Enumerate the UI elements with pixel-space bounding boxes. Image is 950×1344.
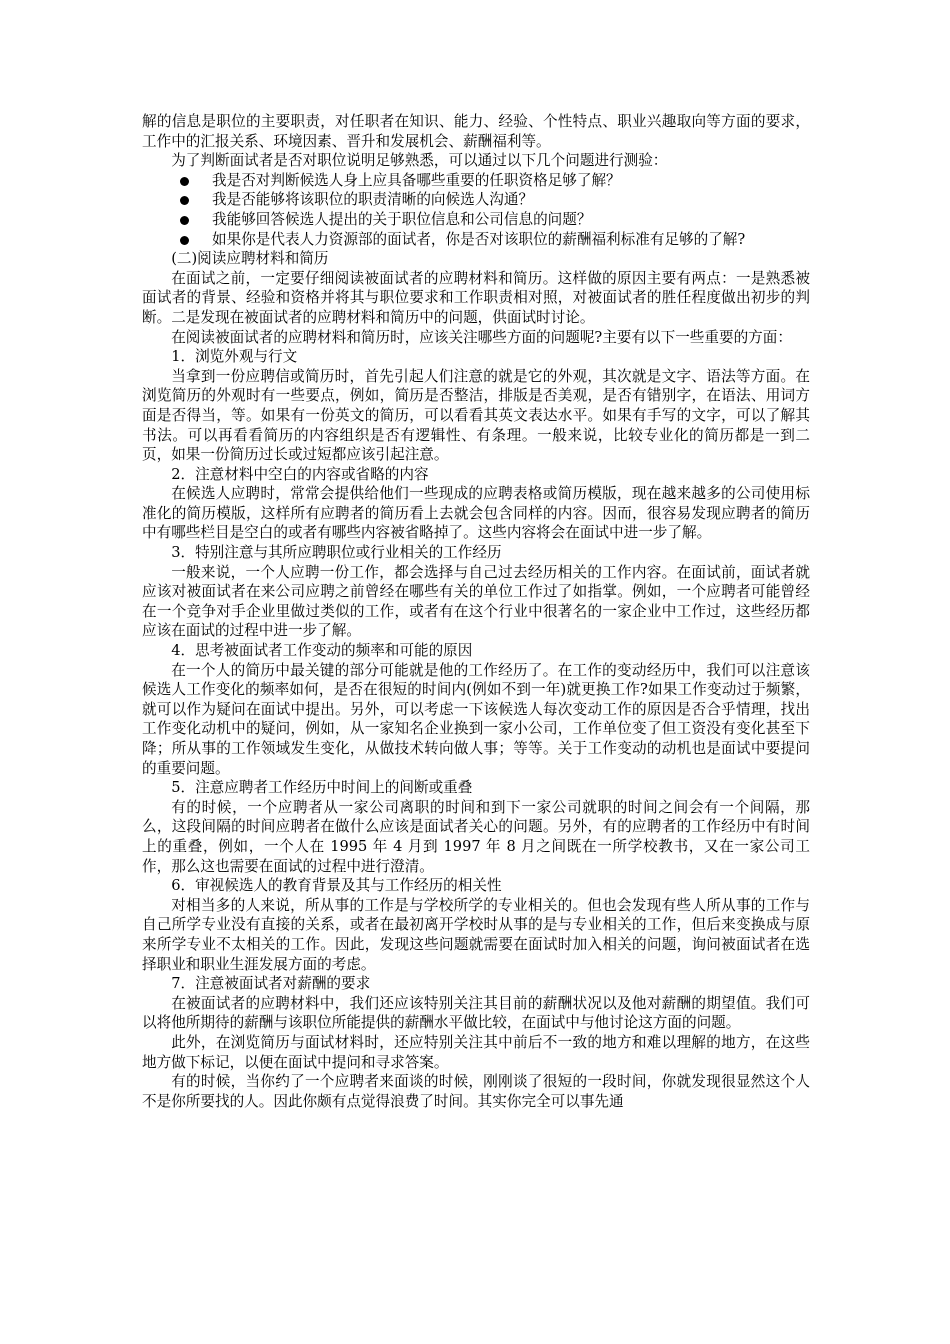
- item-body-6: 对相当多的人来说，所从事的工作是与学校所学的专业相关的。但也会发现有些人所从事的工作与自己所学专业没有直接的关系，或者在最初离开学校时从事的是与专业相关的工作，但后来变换成与原来所学专业不太相关的工作。因此，发现这些问题就需要在面试时加入相关的问题，询问被面试者在选择职业和职业生涯发展方面的考虑。: [142, 896, 810, 973]
- section-paragraph-2: 在阅读被面试者的应聘材料和简历时，应该关注哪些方面的问题呢?主要有以下一些重要的方面：: [171, 328, 792, 346]
- item-heading-7: 7．注意被面试者对薪酬的要求: [171, 975, 371, 993]
- item-heading-3: 3．特别注意与其所应聘职位或行业相关的工作经历: [171, 544, 502, 562]
- item-heading-1: 1．浏览外观与行文: [171, 348, 298, 366]
- bullet-text: 如果你是代表人力资源部的面试者，你是否对该职位的薪酬福利标准有足够的了解?: [212, 230, 746, 248]
- item-body-7: 在被面试者的应聘材料中，我们还应该特别关注其目前的薪酬状况以及他对薪酬的期望值。我们可以将他所期待的薪酬与该职位所能提供的薪酬水平做比较，在面试中与他讨论这方面的问题。: [142, 994, 810, 1032]
- item-heading-2: 2．注意材料中空白的内容或省略的内容: [171, 465, 429, 483]
- item-body-1: 当拿到一份应聘信或简历时，首先引起人们注意的就是它的外观，其次就是文字、语法等方面。在浏览简历的外观时有一些要点，例如，简历是否整洁，排版是否美观，是否有错别字，在语法、用词方面是否得当，等。如果有一份英文的简历，可以看看其英文表达水平。如果有手写的文字，可以了解其书法。可以再看看简历的内容组织是否有逻辑性、有条理。一般来说，比较专业化的简历都是一到二页，如果一份简历过长或过短都应该引起注意。: [142, 367, 810, 464]
- item-body-5: 有的时候，一个应聘者从一家公司离职的时间和到下一家公司就职的时间之间会有一个间隔，那么，这段间隔的时间应聘者在做什么应该是面试者关心的问题。另外，有的应聘者的工作经历中有时间上的重叠，例如，一个人在 1995 年 4 月到 1997 年 8 月之间既在一所学校教书，又在一家公司工作，那么这也需要在面试的过程中进行澄清。: [142, 798, 810, 875]
- bullet-dot-icon: [180, 236, 189, 245]
- document-page: [142, 112, 810, 1111]
- bullet-text: 我能够回答候选人提出的关于职位信息和公司信息的问题？: [212, 210, 592, 228]
- closing-paragraph-1: 此外，在浏览简历与面试材料时，还应特别关注其中前后不一致的地方和难以理解的地方，在这些地方做下标记，以便在面试中提问和寻求答案。: [142, 1033, 810, 1071]
- bullet-item-1: [142, 171, 810, 191]
- item-heading-6: 6．审视候选人的教育背景及其与工作经历的相关性: [171, 877, 502, 895]
- bullet-text: 我是否对判断候选人身上应具备哪些重要的任职资格足够了解？: [212, 171, 621, 189]
- section-paragraph-1: 在面试之前，一定要仔细阅读被面试者的应聘材料和简历。这样做的原因主要有两点：一是熟悉被面试者的背景、经验和资格并将其与职位要求和工作职责相对照，对被面试者的胜任程度做出初步的判断。二是发现在被面试者的应聘材料和简历中的问题，供面试时讨论。: [142, 269, 810, 326]
- bullet-dot-icon: [180, 196, 189, 205]
- bullet-item-3: [142, 210, 810, 230]
- item-heading-5: 5．注意应聘者工作经历中时间上的间断或重叠: [171, 779, 473, 797]
- item-body-3: 一般来说，一个人应聘一份工作，都会选择与自己过去经历相关的工作内容。在面试前，面试者就应该对被面试者在来公司应聘之前曾经在哪些有关的单位工作过了如指掌。例如，一个应聘者可能曾经在一个竞争对手企业里做过类似的工作，或者有在这个行业中很著名的一家企业中工作过，这些经历都应该在面试的过程中进一步了解。: [142, 563, 810, 640]
- bullet-text: 我是否能够将该职位的职责清晰的向候选人沟通？: [212, 191, 534, 209]
- intro-paragraph-1: 解的信息是职位的主要职责，对任职者在知识、能力、经验、个性特点、职业兴趣取向等方面的要求，工作中的汇报关系、环境因素、晋升和发展机会、薪酬福利等。: [142, 113, 810, 150]
- bullet-dot-icon: [180, 177, 189, 186]
- bullet-list: [142, 171, 810, 249]
- closing-paragraph-2: 有的时候，当你约了一个应聘者来面谈的时候，刚刚谈了很短的一段时间，你就发现很显然这个人不是你所要找的人。因此你颇有点觉得浪费了时间。其实你完全可以事先通: [142, 1073, 810, 1110]
- intro-paragraph-2: 为了判断面试者是否对职位说明足够熟悉，可以通过以下几个问题进行测验：: [171, 152, 668, 170]
- item-body-4: 在一个人的简历中最关键的部分可能就是他的工作经历了。在工作的变动经历中，我们可以注意该候选人工作变化的频率如何，是否在很短的时间内(例如不到一年)就更换工作?如果工作变动过于频繁，就可以作为疑问在面试中提出。另外，可以考虑一下该候选人每次变动工作的原因是否合乎情理，找出工作变化动机中的疑问，例如，从一家知名企业换到一家小公司，工作单位变了但工资没有变化甚至下降；所从事的工作领域发生变化，从做技术转向做人事；等等。关于工作变动的动机也是面试中要提问的重要问题。: [142, 661, 810, 777]
- item-heading-4: 4．思考被面试者工作变动的频率和可能的原因: [171, 642, 473, 660]
- section-title: (二)阅读应聘材料和简历: [171, 250, 329, 268]
- bullet-dot-icon: [180, 216, 189, 225]
- bullet-item-2: [142, 190, 810, 210]
- item-body-2: 在候选人应聘时，常常会提供给他们一些现成的应聘表格或简历模版，现在越来越多的公司使用标准化的简历模版，这样所有应聘者的简历看上去就会包含同样的内容。因而，很容易发现应聘者的简历中有哪些栏目是空白的或者有哪些内容被省略掉了。这些内容将会在面试中进一步了解。: [142, 485, 810, 542]
- bullet-item-4: [142, 230, 810, 250]
